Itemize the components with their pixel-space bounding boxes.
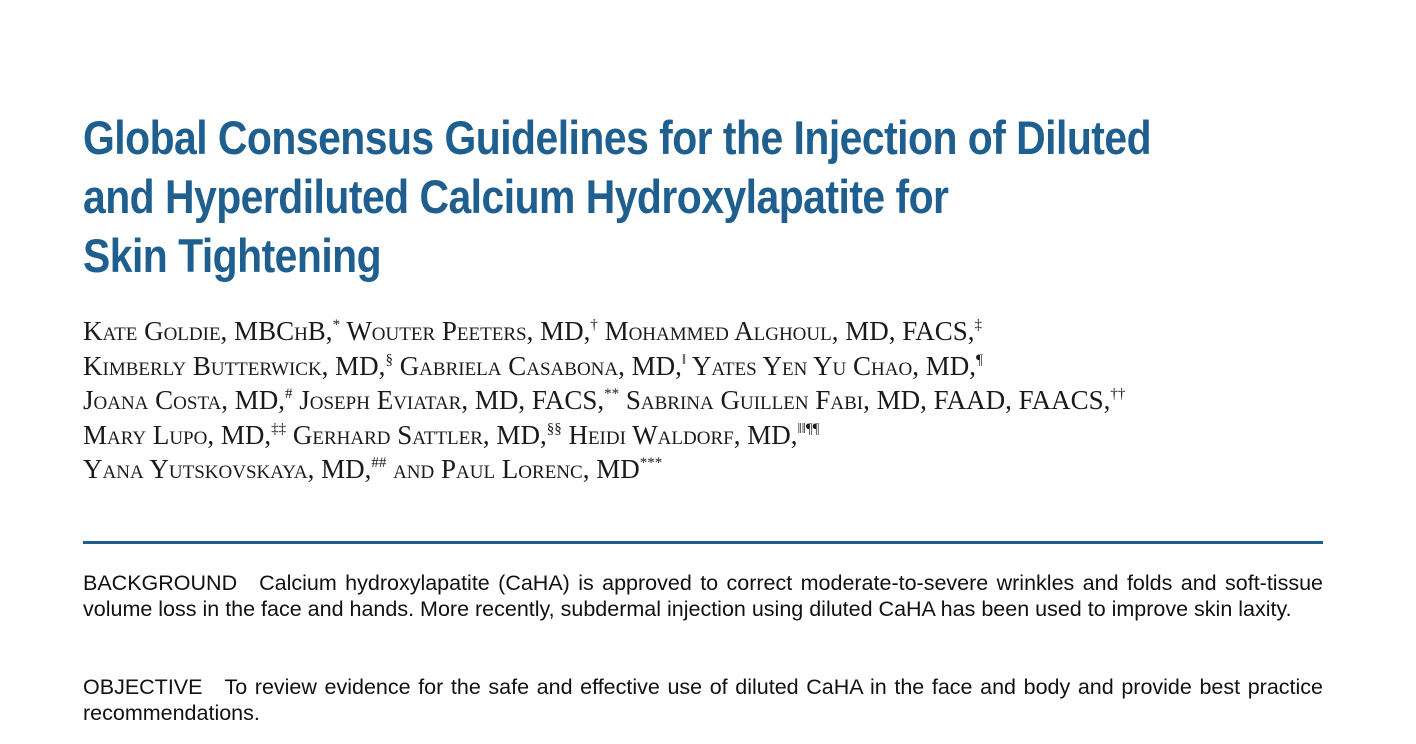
affiliation-mark: ** [604,385,620,402]
author-name: Gerhard Sattler, MD, [292,419,547,450]
author-line-2 [83,349,1323,384]
author-name: Yates Yen Yu Chao, MD, [691,350,976,381]
affiliation-mark: ¶ [975,351,983,368]
section-divider [83,541,1323,544]
author-line-3 [83,383,1323,418]
affiliation-mark: ‖ [681,351,687,368]
abstract-objective [83,674,1323,726]
author-name: and Paul Lorenc, MD [393,454,640,484]
author-name: Mohammed Alghoul, MD, FACS, [604,316,975,346]
abstract-background-heading: BACKGROUND [83,571,238,595]
author-name: Joana Costa, MD, [83,385,286,415]
title-line-1: Global Consensus Guidelines for the Injection of Diluted [83,111,1152,164]
author-name: Heidi Waldorf, MD, [568,419,798,450]
affiliation-mark: † [590,316,598,333]
affiliation-mark: # [285,385,293,402]
author-line-1 [83,314,1323,349]
title-line-2: and Hyperdiluted Calcium Hydroxylapatite for [83,170,949,223]
author-name: Gabriela Casabona, MD, [399,350,682,381]
affiliation-mark: †† [1110,385,1126,402]
affiliation-mark: ‡ [974,316,983,333]
author-name: Mary Lupo, MD, [83,419,272,450]
title-line-3: Skin Tightening [83,229,382,282]
author-name: Kate Goldie, MBChB, [83,316,333,346]
author-line-5 [83,452,1323,487]
abstract-background-text: Calcium hydroxylapatite (CaHA) is approved to correct moderate-to-severe wrinkles and folds and soft-tissue volume loss in the face and hands. More recently, subdermal injection using diluted CaHA has been used to improve skin laxity. [83,571,1323,621]
affiliation-mark: * [332,316,341,333]
author-name: Sabrina Guillen Fabi, MD, FAAD, FAACS, [625,385,1111,415]
article-title [83,108,1162,285]
abstract-background [83,570,1323,622]
affiliation-mark: ‡‡ [271,420,287,437]
author-list [83,314,1323,487]
abstract-objective-heading: OBJECTIVE [83,675,203,699]
affiliation-mark: *** [639,454,663,471]
author-name: Yana Yutskovskaya, MD, [83,454,372,484]
abstract-objective-text: To review evidence for the safe and effective use of diluted CaHA in the face and body and provide best practice recommendations. [83,675,1323,725]
affiliation-mark: ## [371,454,387,471]
author-line-4 [83,418,1323,453]
author-name: Kimberly Butterwick, MD, [83,350,386,381]
article-first-page [83,0,1323,744]
affiliation-mark: ‖‖¶¶ [797,420,820,437]
author-name: Joseph Eviatar, MD, FACS, [299,385,605,415]
author-name: Wouter Peeters, MD, [346,316,591,346]
affiliation-mark: § [385,351,393,368]
affiliation-mark: §§ [546,420,562,437]
